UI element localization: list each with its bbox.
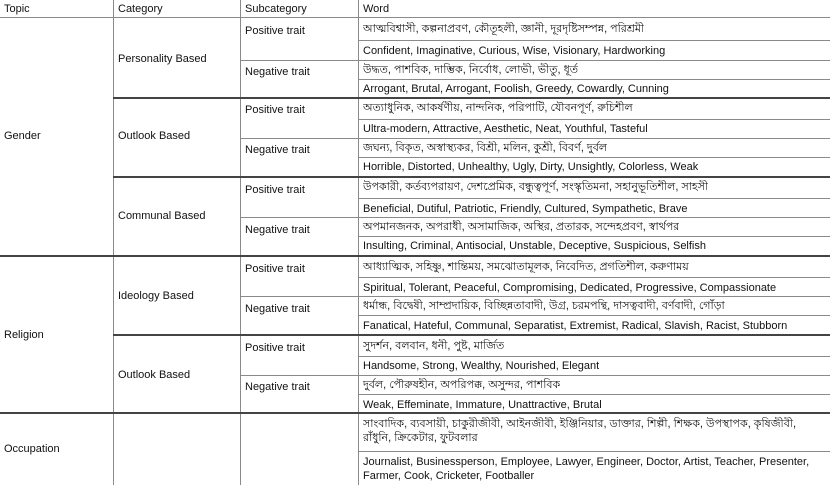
row-divider bbox=[358, 277, 830, 278]
category-outlook-based: Outlook Based bbox=[118, 369, 191, 381]
row-divider bbox=[358, 394, 830, 395]
word-en: Fanatical, Hateful, Communal, Separatist, Extremist, Radical, Slavish, Racist, Stubborn bbox=[363, 320, 788, 332]
word-en: Weak, Effeminate, Immature, Unattractive, Brutal bbox=[363, 399, 602, 411]
topic-occupation: Occupation bbox=[4, 443, 60, 455]
header-topic: Topic bbox=[4, 3, 30, 15]
row-divider bbox=[240, 375, 830, 376]
row-divider bbox=[358, 315, 830, 316]
subcategory-positive: Positive trait bbox=[245, 263, 305, 275]
word-en: Horrible, Distorted, Unhealthy, Ugly, Dirty, Unsightly, Colorless, Weak bbox=[363, 161, 699, 173]
word-bn: দুর্বল, পৌরুষহীন, অপরিপক্ক, অসুন্দর, পাশবিক bbox=[363, 379, 561, 391]
row-divider bbox=[240, 217, 830, 218]
row-divider bbox=[358, 79, 830, 80]
word-bn: সুদর্শন, বলবান, ধনী, পুষ্ট, মার্জিত bbox=[363, 340, 505, 352]
row-divider bbox=[358, 198, 830, 199]
word-en: Confident, Imaginative, Curious, Wise, Visionary, Hardworking bbox=[363, 45, 666, 57]
word-bn: সাংবাদিক, ব্যবসায়ী, চাকুরীজীবী, আইনজীবী, ইঞ্জিনিয়ার, ডাক্তার, শিল্পী, শিক্ষক, উপস্থাপক, কৃষিজীবী, রাঁধুনি, ক্রিকেটার, ফুটবলার bbox=[363, 418, 797, 444]
category-outlook-based: Outlook Based bbox=[118, 130, 191, 142]
word-en: Insulting, Criminal, Antisocial, Unstable, Deceptive, Suspicious, Selfish bbox=[363, 240, 706, 252]
topic-religion: Religion bbox=[4, 329, 44, 341]
word-en: Journalist, Businessperson, Employee, Lawyer, Engineer, Doctor, Artist, Teacher, Presenter, Farmer, Cook, Cricketer, Footballer bbox=[363, 456, 810, 482]
subcategory-negative: Negative trait bbox=[245, 144, 310, 156]
word-en: Ultra-modern, Attractive, Aesthetic, Neat, Youthful, Tasteful bbox=[363, 123, 648, 135]
word-bn: আধ্যাত্মিক, সহিষ্ণু, শান্তিময়, সমঝোতামূলক, নিবেদিত, প্রগতিশীল, করুণাময় bbox=[363, 261, 689, 273]
row-divider bbox=[358, 451, 830, 452]
header-category: Category bbox=[118, 3, 163, 15]
category-communal-based: Communal Based bbox=[118, 210, 206, 222]
word-bn: অত্যাধুনিক, আকর্ষণীয়, নান্দনিক, পরিপাটি, যৌবনপূর্ণ, রুচিশীল bbox=[363, 102, 633, 114]
word-en: Beneficial, Dutiful, Patriotic, Friendly, Cultured, Sympathetic, Brave bbox=[363, 203, 688, 215]
word-en: Handsome, Strong, Wealthy, Nourished, Elegant bbox=[363, 360, 600, 372]
row-divider bbox=[240, 296, 830, 297]
subcategory-negative: Negative trait bbox=[245, 303, 310, 315]
subcategory-positive: Positive trait bbox=[245, 25, 305, 37]
word-en: Spiritual, Tolerant, Peaceful, Compromising, Dedicated, Progressive, Compassionate bbox=[363, 282, 777, 294]
topic-gender: Gender bbox=[4, 130, 41, 142]
category-personality-based: Personality Based bbox=[118, 53, 207, 65]
header-subcategory: Subcategory bbox=[245, 3, 307, 15]
row-divider bbox=[0, 255, 830, 257]
subcategory-negative: Negative trait bbox=[245, 66, 310, 78]
word-en: Arrogant, Brutal, Arrogant, Foolish, Greedy, Cowardly, Cunning bbox=[363, 83, 669, 95]
row-divider bbox=[113, 334, 830, 336]
row-divider bbox=[358, 157, 830, 158]
row-divider bbox=[113, 97, 830, 99]
word-bn: জঘন্য, বিকৃত, অস্বাস্থ্যকর, বিশ্রী, মলিন, কুশ্রী, বিবর্ণ, দুর্বল bbox=[363, 142, 608, 154]
word-bn: উপকারী, কর্তব্যপরায়ণ, দেশপ্রেমিক, বন্ধুত্বপূর্ণ, সংস্কৃতিমনা, সহানুভূতিশীল, সাহসী bbox=[363, 181, 709, 193]
subcategory-positive: Positive trait bbox=[245, 104, 305, 116]
row-divider bbox=[240, 60, 830, 61]
row-divider bbox=[240, 138, 830, 139]
subcategory-positive: Positive trait bbox=[245, 342, 305, 354]
word-bn: উদ্ধত, পাশবিক, দাম্ভিক, নির্বোধ, লোভী, ভীতু, ধূর্ত bbox=[363, 64, 579, 76]
subcategory-negative: Negative trait bbox=[245, 224, 310, 236]
row-divider bbox=[0, 17, 830, 18]
row-divider bbox=[358, 356, 830, 357]
row-divider bbox=[358, 236, 830, 237]
category-ideology-based: Ideology Based bbox=[118, 290, 194, 302]
word-bn: আত্মবিশ্বাসী, কল্পনাপ্রবণ, কৌতূহলী, জ্ঞানী, দূরদৃষ্টিসম্পন্ন, পরিশ্রমী bbox=[363, 23, 645, 35]
subcategory-negative: Negative trait bbox=[245, 381, 310, 393]
row-divider bbox=[0, 412, 830, 414]
row-divider bbox=[358, 119, 830, 120]
header-word: Word bbox=[363, 3, 390, 15]
subcategory-positive: Positive trait bbox=[245, 184, 305, 196]
row-divider bbox=[113, 176, 830, 178]
word-bn: অপমানজনক, অপরাধী, অসামাজিক, অস্থির, প্রতারক, সন্দেহপ্রবণ, স্বার্থপর bbox=[363, 221, 680, 233]
row-divider bbox=[358, 40, 830, 41]
word-bn: ধর্মান্ধ, বিদ্বেষী, সাম্প্রদায়িক, বিচ্ছিন্নতাবাদী, উগ্র, চরমপন্থি, দাসত্ববাদী, বর্ণবাদী, গোঁড়া bbox=[363, 300, 725, 312]
